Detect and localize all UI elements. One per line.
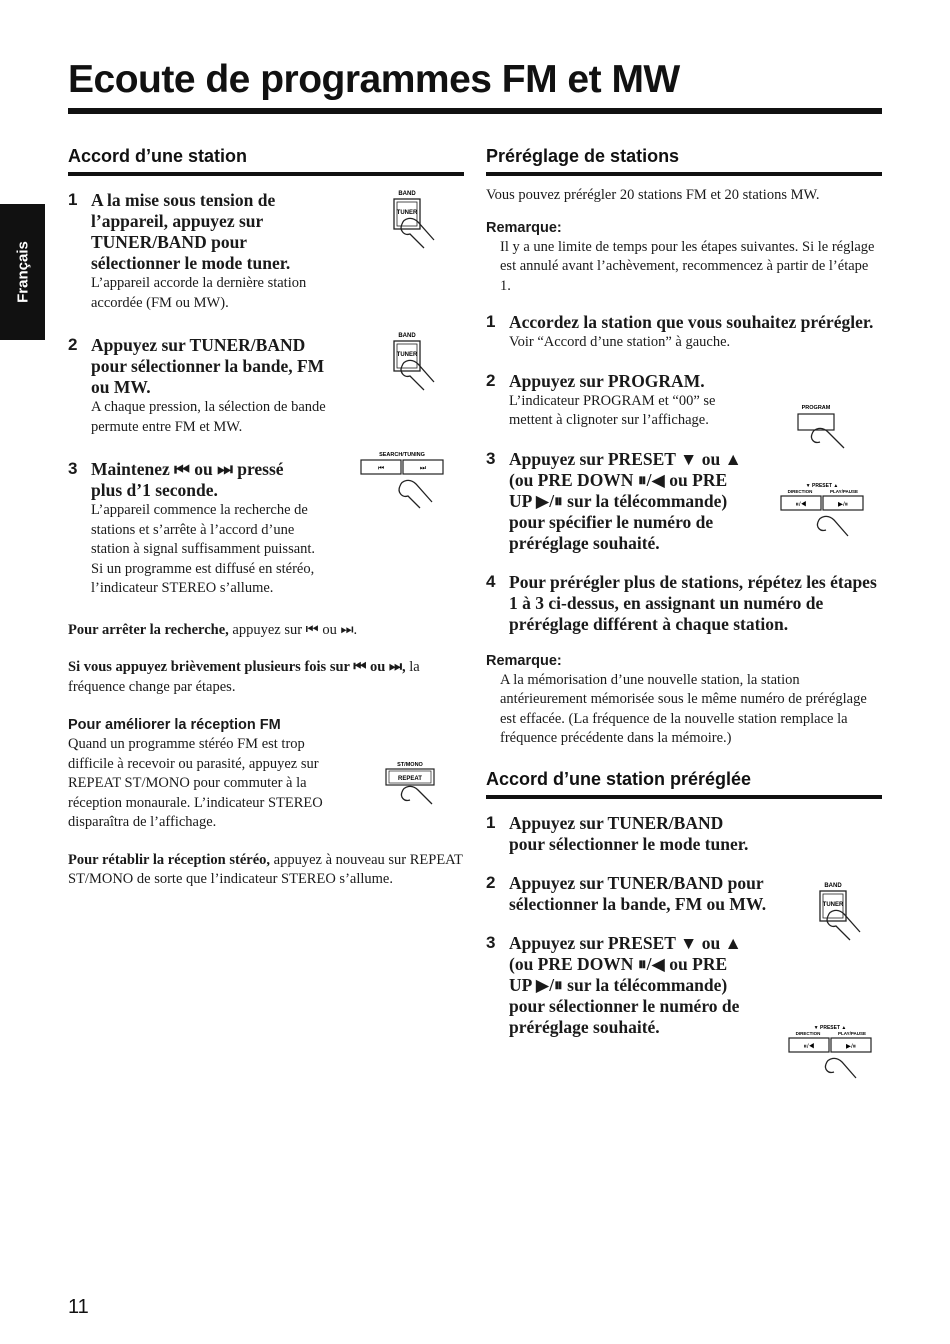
step-1 [68,190,338,313]
step-title: Appuyez sur PROGRAM. [509,370,705,391]
step-desc: L’appareil commence la recherche de stations et s’arrête à l’accord d’une station à signal suffisamment puissant. [91,502,316,557]
tuner-band-button-figure [390,188,440,250]
repeat-label: REPEAT [398,776,422,782]
direction-label: DIRECTION [787,489,813,494]
step-2 [68,335,338,437]
step-1 [486,312,882,353]
section-heading-preset-tuning: Accord d’une station préréglée [486,769,882,799]
step-desc: Si un programme est diffusé en stéréo, l’indicateur STEREO s’allume. [91,560,315,596]
step-number: 1 [486,812,496,832]
remark-text: Il y a une limite de temps pour les étapes suivantes. Si le réglage est annulé avant l’achèvement, recommencez à partir de l’étape 1. [500,238,875,294]
playpause-label: PLAY/PAUSE [837,1031,867,1036]
pre-up-icon: ▶/⏸ [837,501,849,508]
tuner-band-button-figure-3 [816,880,866,942]
step-3 [486,933,746,1038]
step-desc: L’indicateur PROGRAM et “00” se mettent à clignoter sur l’affichage. [509,392,716,428]
note-text: appuyez sur ⏮ ou ⏭. [228,621,358,638]
step-desc: A chaque pression, la sélection de bande permute entre FM et MW. [91,399,326,435]
section-heading-preset: Préréglage de stations [486,146,882,176]
note-text: appuyez à nouveau sur REPEAT ST/MONO de sorte que l’indicateur STEREO s’allume. [68,851,463,887]
step-number: 2 [68,335,78,354]
language-tab-label: Français [14,241,31,303]
step-3 [68,459,338,599]
step-4 [486,572,882,635]
step-title: Pour prérégler plus de stations, répétez les étapes 1 à 3 ci-dessus, en assignant un numéro de préréglage différent à chaque station. [509,571,877,634]
search-tuning-label: SEARCH/TUNING [379,452,425,458]
restore-stereo-note [68,851,464,890]
step-title: Accordez la station que vous souhaitez prérégler. [509,312,874,332]
step-number: 4 [486,571,496,591]
finger-icon [818,516,848,536]
step-desc: L’appareil accorde la dernière station accordée (FM ou MW). [91,275,307,311]
search-tuning-buttons-figure [360,450,450,510]
stmono-label: ST/MONO [397,762,423,768]
pre-down-icon: ⏸/◀ [803,1043,815,1050]
tuner-label: TUNER [396,210,418,216]
tuner-label: TUNER [822,902,844,908]
stop-search-note [68,621,464,641]
next-icon: ⏭ [419,465,427,472]
band-label: BAND [398,333,416,339]
title-rule [68,108,882,114]
note-lead: Pour rétablir la réception stéréo, [68,851,271,868]
remark-label: Remarque: [486,652,562,669]
program-label: PROGRAM [801,405,831,411]
finger-icon [826,1058,856,1078]
step-desc: Voir “Accord d’une station” à gauche. [509,334,731,350]
fm-reception-heading: Pour améliorer la réception FM [68,717,281,733]
step-3 [486,449,746,554]
step-number: 3 [68,459,78,478]
step-2 [486,371,756,431]
program-button-figure [796,402,850,452]
preset-label: ▼ PRESET ▲ [813,1025,847,1031]
step-title: A la mise sous tension de l’appareil, appuyez sur TUNER/BAND pour sélectionner le mode tuner. [91,190,291,273]
direction-label: DIRECTION [795,1031,821,1036]
finger-icon [812,428,844,448]
step-number: 1 [68,190,78,209]
preset-buttons-figure-2 [788,1022,878,1082]
step-number: 3 [486,448,496,468]
preset-steps [486,312,882,635]
step-number: 2 [486,370,496,390]
fm-reception-text: Quand un programme stéréo FM est trop difficile à recevoir ou parasité, appuyez sur REPEAT ST/MONO pour commuter à la réception monaurale. L’indicateur STEREO disparaîtra de l’affichage. [68,736,323,830]
pre-up-icon: ▶/⏸ [845,1043,857,1050]
preset-intro: Vous pouvez prérégler 20 stations FM et 20 stations MW. [486,187,820,203]
note-text: la fréquence change par étapes. [68,659,420,695]
page-title: Ecoute de programmes FM et MW [68,58,680,101]
finger-icon [400,480,432,502]
section-heading-tuning: Accord d’une station [68,146,464,176]
note-lead: Pour arrêter la recherche, [68,621,229,638]
left-steps [68,190,464,599]
playpause-label: PLAY/PAUSE [829,489,859,494]
previous-icon: ⏮ [377,465,385,472]
preset-buttons-figure [780,480,870,540]
remark-text: A la mémorisation d’une nouvelle station, la station antérieurement mémorisée sous le même numéro de préréglage est effacée. (La fréquence de la nouvelle station remplace la fréquence précédente dans la mémoire.) [500,671,867,746]
step-title: Maintenez ⏮ ou ⏭ pressé plus d’1 seconde. [91,459,284,500]
step-title: Appuyez sur TUNER/BAND pour sélectionner la bande, FM ou MW. [91,335,325,397]
brief-press-note [68,658,464,697]
tuner-label: TUNER [396,352,418,358]
step-number: 2 [486,872,496,892]
finger-icon [402,786,432,804]
remark-label: Remarque: [486,219,562,236]
preset-label: ▼ PRESET ▲ [805,483,839,489]
repeat-button-figure [384,760,440,806]
step-number: 1 [486,312,496,331]
step-title: Appuyez sur TUNER/BAND pour sélectionner la bande, FM ou MW. [509,872,767,914]
page-number: 11 [68,1296,89,1318]
note-lead: Si vous appuyez brièvement plusieurs fois sur ⏮ ou ⏭, [68,659,406,675]
step-title: Appuyez sur PRESET ▼ ou ▲ (ou PRE DOWN ⏸/◀ ou PRE UP ▶/⏸ sur la télécommande) pour sélectionner le numéro de préréglage souhaité. [509,932,742,1037]
tuner-band-button-figure-2 [390,330,440,392]
pre-down-icon: ⏸/◀ [795,501,807,508]
step-2 [486,873,806,915]
band-label: BAND [398,191,416,197]
language-tab [0,204,45,340]
step-title: Appuyez sur PRESET ▼ ou ▲ (ou PRE DOWN ⏸/◀ ou PRE UP ▶/⏸ sur la télécommande) pour spécifier le numéro de préréglage souhaité. [509,448,742,553]
step-title: Appuyez sur TUNER/BAND pour sélectionner le mode tuner. [509,812,749,854]
step-1 [486,813,756,855]
step-number: 3 [486,932,496,952]
band-label: BAND [824,883,842,889]
